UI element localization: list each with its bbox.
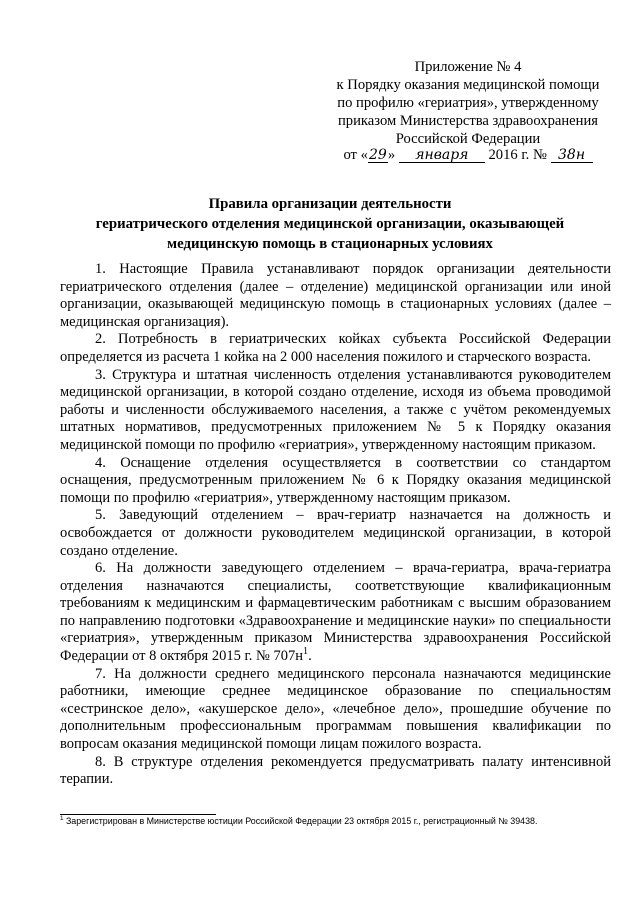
title-line: медицинскую помощь в стационарных условиях — [167, 236, 493, 252]
document-title — [60, 194, 600, 254]
paragraph-3: 3. Структура и штатная численность отделения устанавливаются руководителем медицинской организации, в которой создано отделение, исходя из объема проводимой работы и численности обслуживаемого населения, а также с учётом рекомендуемых штатных нормативов, предусмотренных приложением № 5 к Порядку оказания медицинской помощи по профилю «гериатрия», утвержденному настоящим приказом. — [60, 366, 611, 453]
appendix-line: Российской Федерации — [395, 131, 541, 147]
paragraph-1: 1. Настоящие Правила устанавливают порядок организации деятельности гериатрического отделения (далее – отделение) медицинской организации или иной организации, оказывающей медицинскую помощь в стационарных условиях (далее – медицинская организация). — [60, 261, 611, 330]
handwritten-order-number: 38н — [551, 148, 593, 163]
date-year: 2016 г. № — [484, 147, 551, 163]
appendix-header — [318, 58, 618, 148]
handwritten-day: 29 — [368, 147, 387, 163]
date-mid: » — [387, 147, 399, 163]
appendix-line: приказом Министерства здравоохранения — [338, 113, 598, 129]
appendix-line: по профилю «гериатрия», утвержденному — [337, 95, 599, 111]
appendix-number: Приложение № 4 — [414, 59, 522, 75]
paragraph-4: 4. Оснащение отделения осуществляется в соответствии со стандартом оснащения, предусмотренным приложением № 6 к Порядку оказания медицинской помощи по профилю «гериатрия», утвержденному настоящим приказом. — [60, 454, 611, 506]
title-line: гериатрического отделения медицинской организации, оказывающей — [95, 216, 565, 232]
order-date-line — [318, 146, 618, 164]
paragraph-6-end: . — [308, 648, 312, 665]
paragraph-8: 8. В структуре отделения рекомендуется предусматривать палату интенсивной терапии. — [60, 753, 611, 788]
paragraph-2: 2. Потребность в гериатрических койках субъекта Российской Федерации определяется из расчета 1 койка на 2 000 населения пожилого и старческого возраста. — [60, 331, 611, 365]
paragraph-7: 7. На должности среднего медицинского персонала назначаются медицинские работники, имеющие среднее медицинское образование по специальностям «сестринское дело», «акушерское дело», «лечебное дело», прошедшие обучение по дополнительным профессиональным программам повышения квалификации по вопросам оказания медицинской помощи лицам пожилого возраста. — [60, 665, 611, 753]
document-body — [60, 261, 611, 789]
footnote-marker: 1 — [303, 646, 309, 658]
footnote-text: Зарегистрирован в Министерстве юстиции Российской Федерации 23 октября 2015 г., регистрационный № 39438. — [65, 816, 538, 826]
footnote — [60, 815, 620, 827]
title-line: Правила организации деятельности — [208, 196, 452, 212]
footnote-number: 1 — [60, 815, 64, 823]
date-prefix: от « — [343, 147, 368, 163]
handwritten-month: января — [399, 148, 485, 163]
paragraph-5: 5. Заведующий отделением – врач-гериатр назначается на должность и освобождается от должности руководителем медицинской организации, в которой создано отделение. — [60, 507, 611, 559]
paragraph-6-text: 6. На должности заведующего отделением – врача-гериатра, врача-гериатра отделения назначаются специалисты, соответствующие квалификационным требованиям к медицинским и фармацевтическим работникам с высшим образованием по направлению подготовки «Здравоохранение и медицинские науки» по специальности «гериатрия», утвержденным приказом Министерства здравоохранения Российской Федерации от 8 октября 2015 г. № 707н — [60, 560, 611, 665]
paragraph-6 — [60, 560, 611, 666]
appendix-line: к Порядку оказания медицинской помощи — [336, 77, 600, 93]
